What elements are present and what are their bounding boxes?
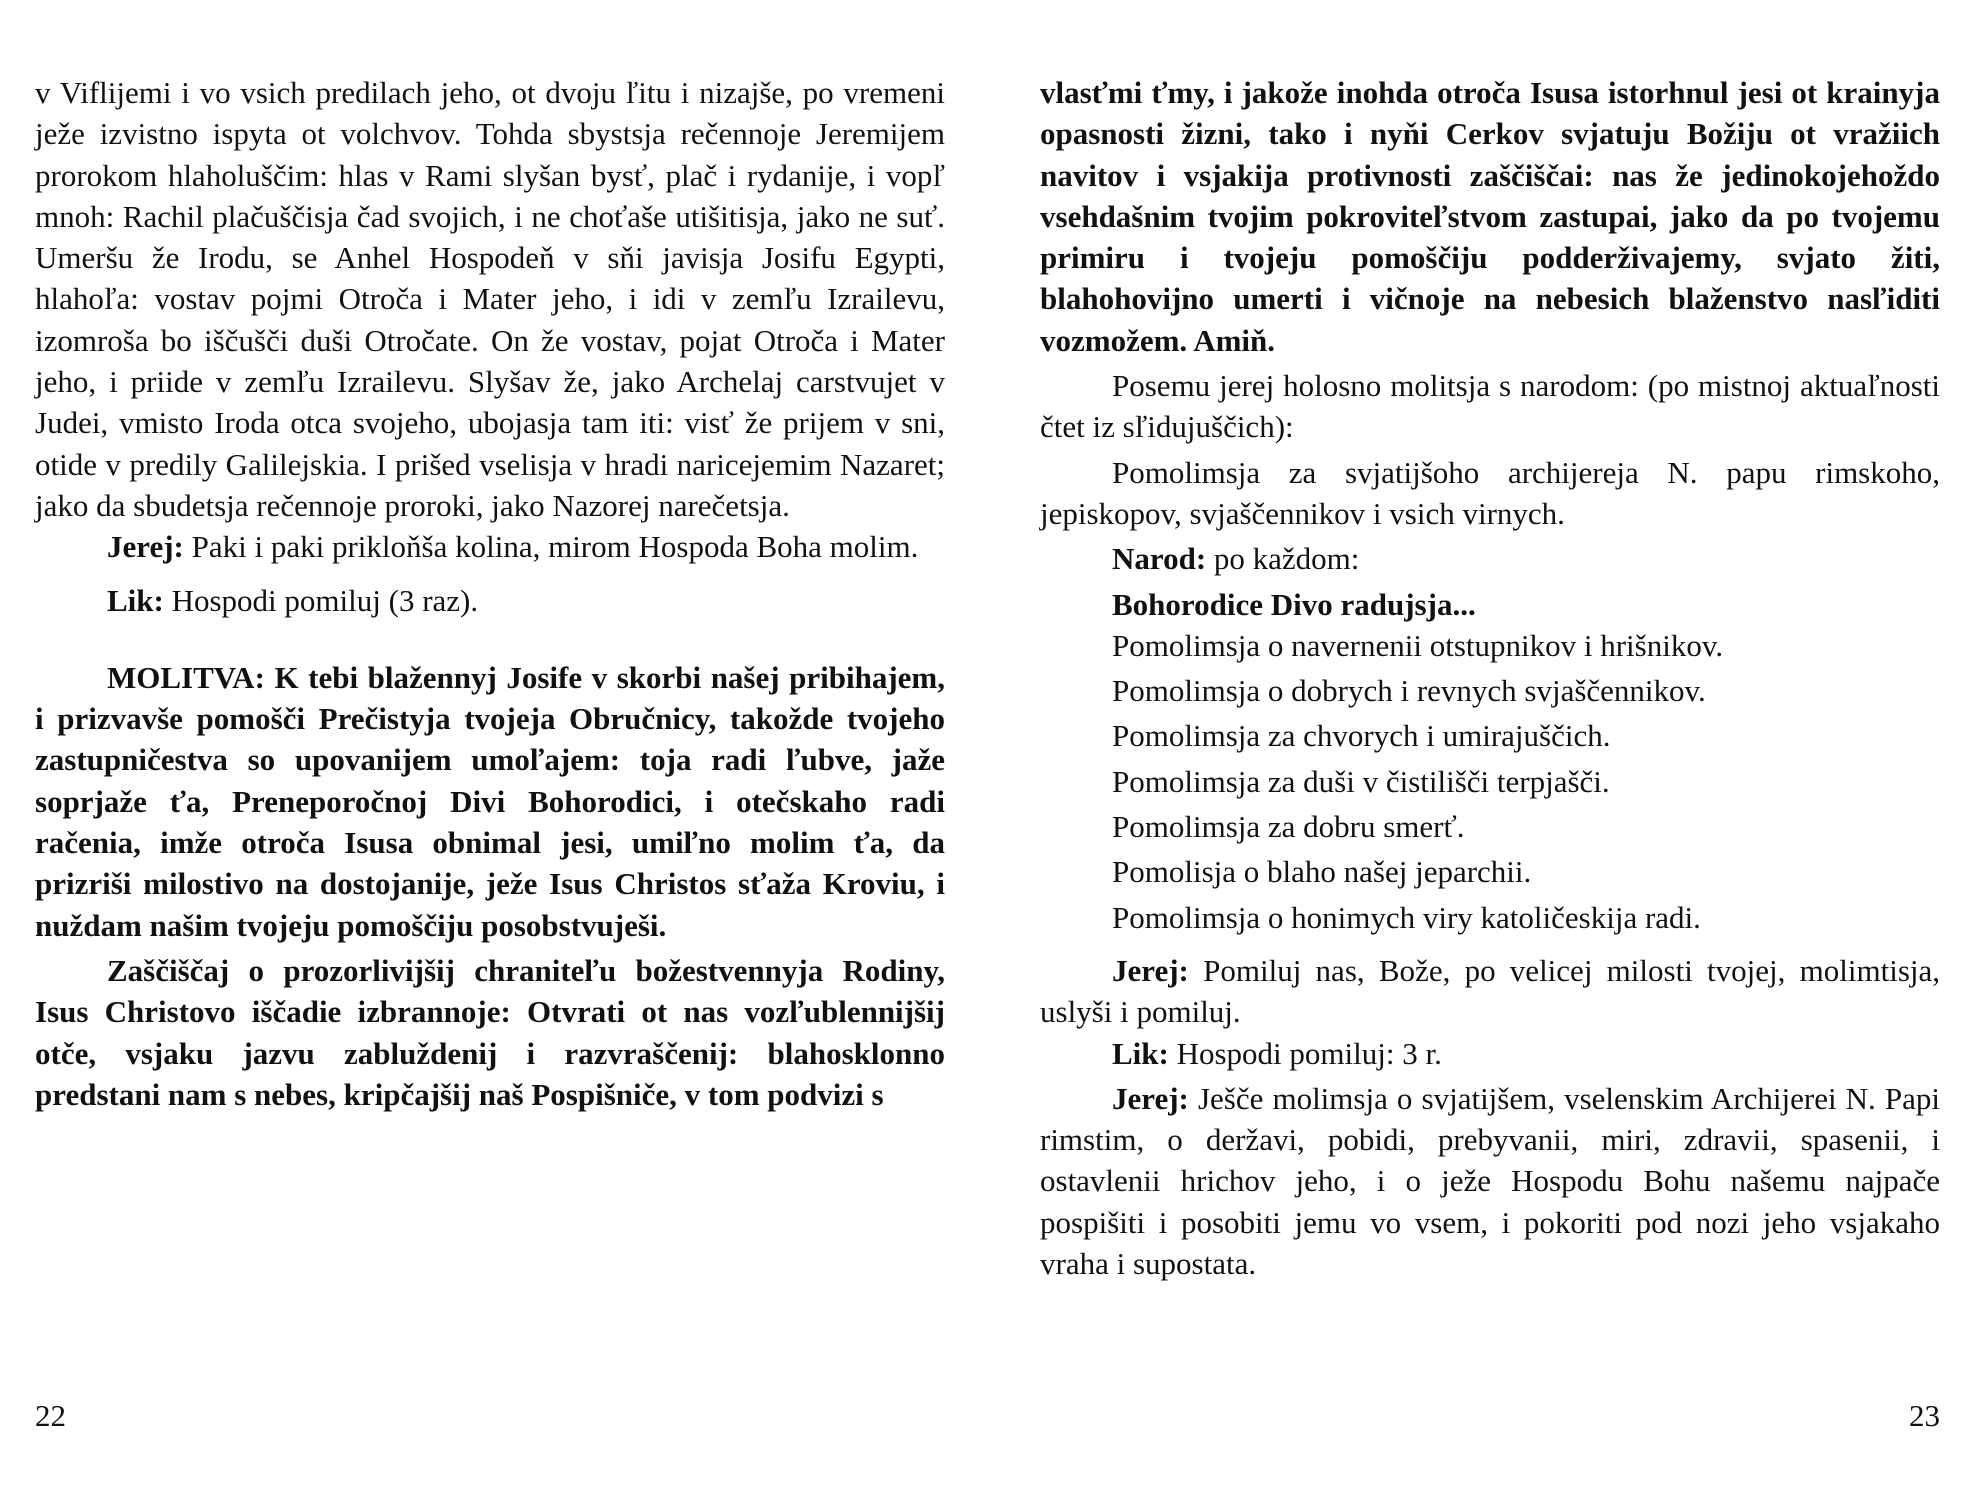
zascisaj-paragraph: Zaščiščaj o prozorlivijšij chraniteľu božestvennyja Rodiny, Isus Christovo iščadie izbrannoje: Otvrati ot nas vozľublennijšij otče, vsjaku jazvu zabluždenij i razvraščenij: blahosklonno predstani nam s nebes, kripčajšij naš Pospišniče, v tom podvizi s — [35, 952, 945, 1112]
right-jerej1-paragraph — [1040, 950, 1940, 1033]
petition-item: Pomolimsja za duši v čistilišči terpjašči. — [1112, 763, 1610, 799]
lik-label: Lik: — [1112, 1035, 1169, 1071]
lik-text: Hospodi pomiluj: 3 r. — [1176, 1035, 1442, 1071]
right-jerej2-paragraph — [1040, 1078, 1940, 1284]
left-page — [35, 72, 945, 1115]
narod-text: po každom: — [1213, 541, 1360, 577]
petition-item: Pomolimsja za dobru smerť. — [1112, 809, 1465, 845]
jerej-text: Ješče molimsja o svjatijšem, vselenskim Archijerei N. Papi rimstim, o deržavi, pobidi, prebyvanii, miri, zdravii, spasenii, i ostavlenii hrichov jeho, i o ježe Hospodu Bohu našemu najpače pospišiti i posobiti jemu vo vsem, i pokoriti pod nozi jeho vsjakaho vraha i supostata. — [1040, 1080, 1940, 1282]
jerej-label: Jerej: — [1112, 1080, 1189, 1116]
lik-label: Lik: — [107, 582, 164, 618]
left-lik-paragraph — [35, 580, 945, 621]
left-jerej-paragraph — [35, 526, 945, 567]
left-opening-paragraph: v Viflijemi i vo vsich predilach jeho, ot dvoju ľitu i nizajše, po vremeni ježe izvistno ispyta ot volchvov. Tohda sbystsja rečennoje Jeremijem prorokom hlaholuščim: hlas v Rami slyšan bysť, plač i rydanije, i vopľ mnoh: Rachil plačuščisja čad svojich, i ne choťaše utišitisja, jako ne suť. Umeršu že Irodu, se Anhel Hospodeň v sňi javisja Josifu Egypti, hlahoľa: vostav pojmi Otroča i Mater jeho, i idi v zemľu Izrailevu, izomroša bo iščušči duši Otročate. On že vostav, pojat Otroča i Mater jeho, i priide v zemľu Izrailevu. Slyšav že, jako Archelaj carstvujet v Judei, vmisto Iroda otca svojeho, ubojasja tam iti: visť že prijem v sni, otide v predily Galilejskia. I prišed vselisja v hradi naricejemim Nazaret; jako da sbudetsja rečennoje proroki, jako Nazorej narečetsja. — [35, 75, 945, 523]
petition-item: Pomolimsja o navernenii otstupnikov i hrišnikov. — [1112, 627, 1724, 663]
narod-paragraph — [1040, 538, 1940, 579]
bohorodice-line: Bohorodice Divo radujsja... — [1112, 586, 1476, 622]
petition-item: Pomolisja o blaho našej jeparchii. — [1112, 854, 1532, 890]
left-page-number: 22 — [35, 1398, 66, 1433]
petition-item: Pomolimsja za chvorych i umirajuščich. — [1112, 718, 1611, 754]
molitva-paragraph: MOLITVA: K tebi blažennyj Josife v skorbi našej pribihajem, i prizvavše pomošči Prečistyja tvojeja Obručnicy, takožde tvojeho zastupničestva so upovanijem umoľajem: toja radi ľubve, jaže soprjaže ťa, Preneporočnoj Divi Bohorodici, i otečskaho radi račenia, imže otroča Isusa obnimal jesi, umiľno molim ťa, da prizriši milostivo na dostojanije, ježe Isus Christos sťaža Kroviu, i nuždam našim tvojeju pomoščiju posobstvuješi. — [35, 659, 945, 943]
right-page-number: 23 — [1909, 1398, 1940, 1433]
lik-text: Hospodi pomiluj (3 raz). — [171, 582, 479, 618]
jerej-text: Paki i paki prikloňša kolina, mirom Hospoda Boha molim. — [191, 529, 919, 565]
petition-item: Pomolimsja o dobrych i revnych svjaščennikov. — [1112, 673, 1706, 709]
right-lik-paragraph — [1040, 1033, 1940, 1074]
right-page — [1040, 72, 1940, 1284]
jerej-text: Pomiluj nas, Bože, po velicej milosti tvojej, molimtisja, uslyši i pomiluj. — [1040, 952, 1940, 1030]
narod-label: Narod: — [1112, 541, 1207, 577]
pomolimsja-papu-paragraph: Pomolimsja za svjatijšoho archijereja N. papu rimskoho, jepiskopov, svjaščennikov i vsich virnych. — [1040, 454, 1940, 531]
jerej-label: Jerej: — [1112, 952, 1189, 988]
petition-item: Pomolimsja o honimych viry katoličeskija radi. — [1112, 899, 1701, 935]
posemu-paragraph: Posemu jerej holosno molitsja s narodom: (po mistnoj aktuaľnosti čtet iz sľidujuščich): — [1040, 368, 1940, 445]
right-opening-paragraph: vlasťmi ťmy, i jakože inohda otroča Isusa istorhnul jesi ot krainyja opasnosti žizni, tako i nyňi Cerkov svjatuju Božiju ot vražiich navitov i vsjakija protivnosti zaščiščai: nas že jedinokojehoždo vsehdašnim tvojim pokroviteľstvom zastupai, jako da po tvojemu primiru i tvojeju pomoščiju podderživajemy, svjato žiti, blahohovijno umerti i vičnoje na nebesich blaženstvo nasľiditi vozmožem. Amiň. — [1040, 75, 1940, 358]
jerej-label: Jerej: — [107, 529, 184, 565]
